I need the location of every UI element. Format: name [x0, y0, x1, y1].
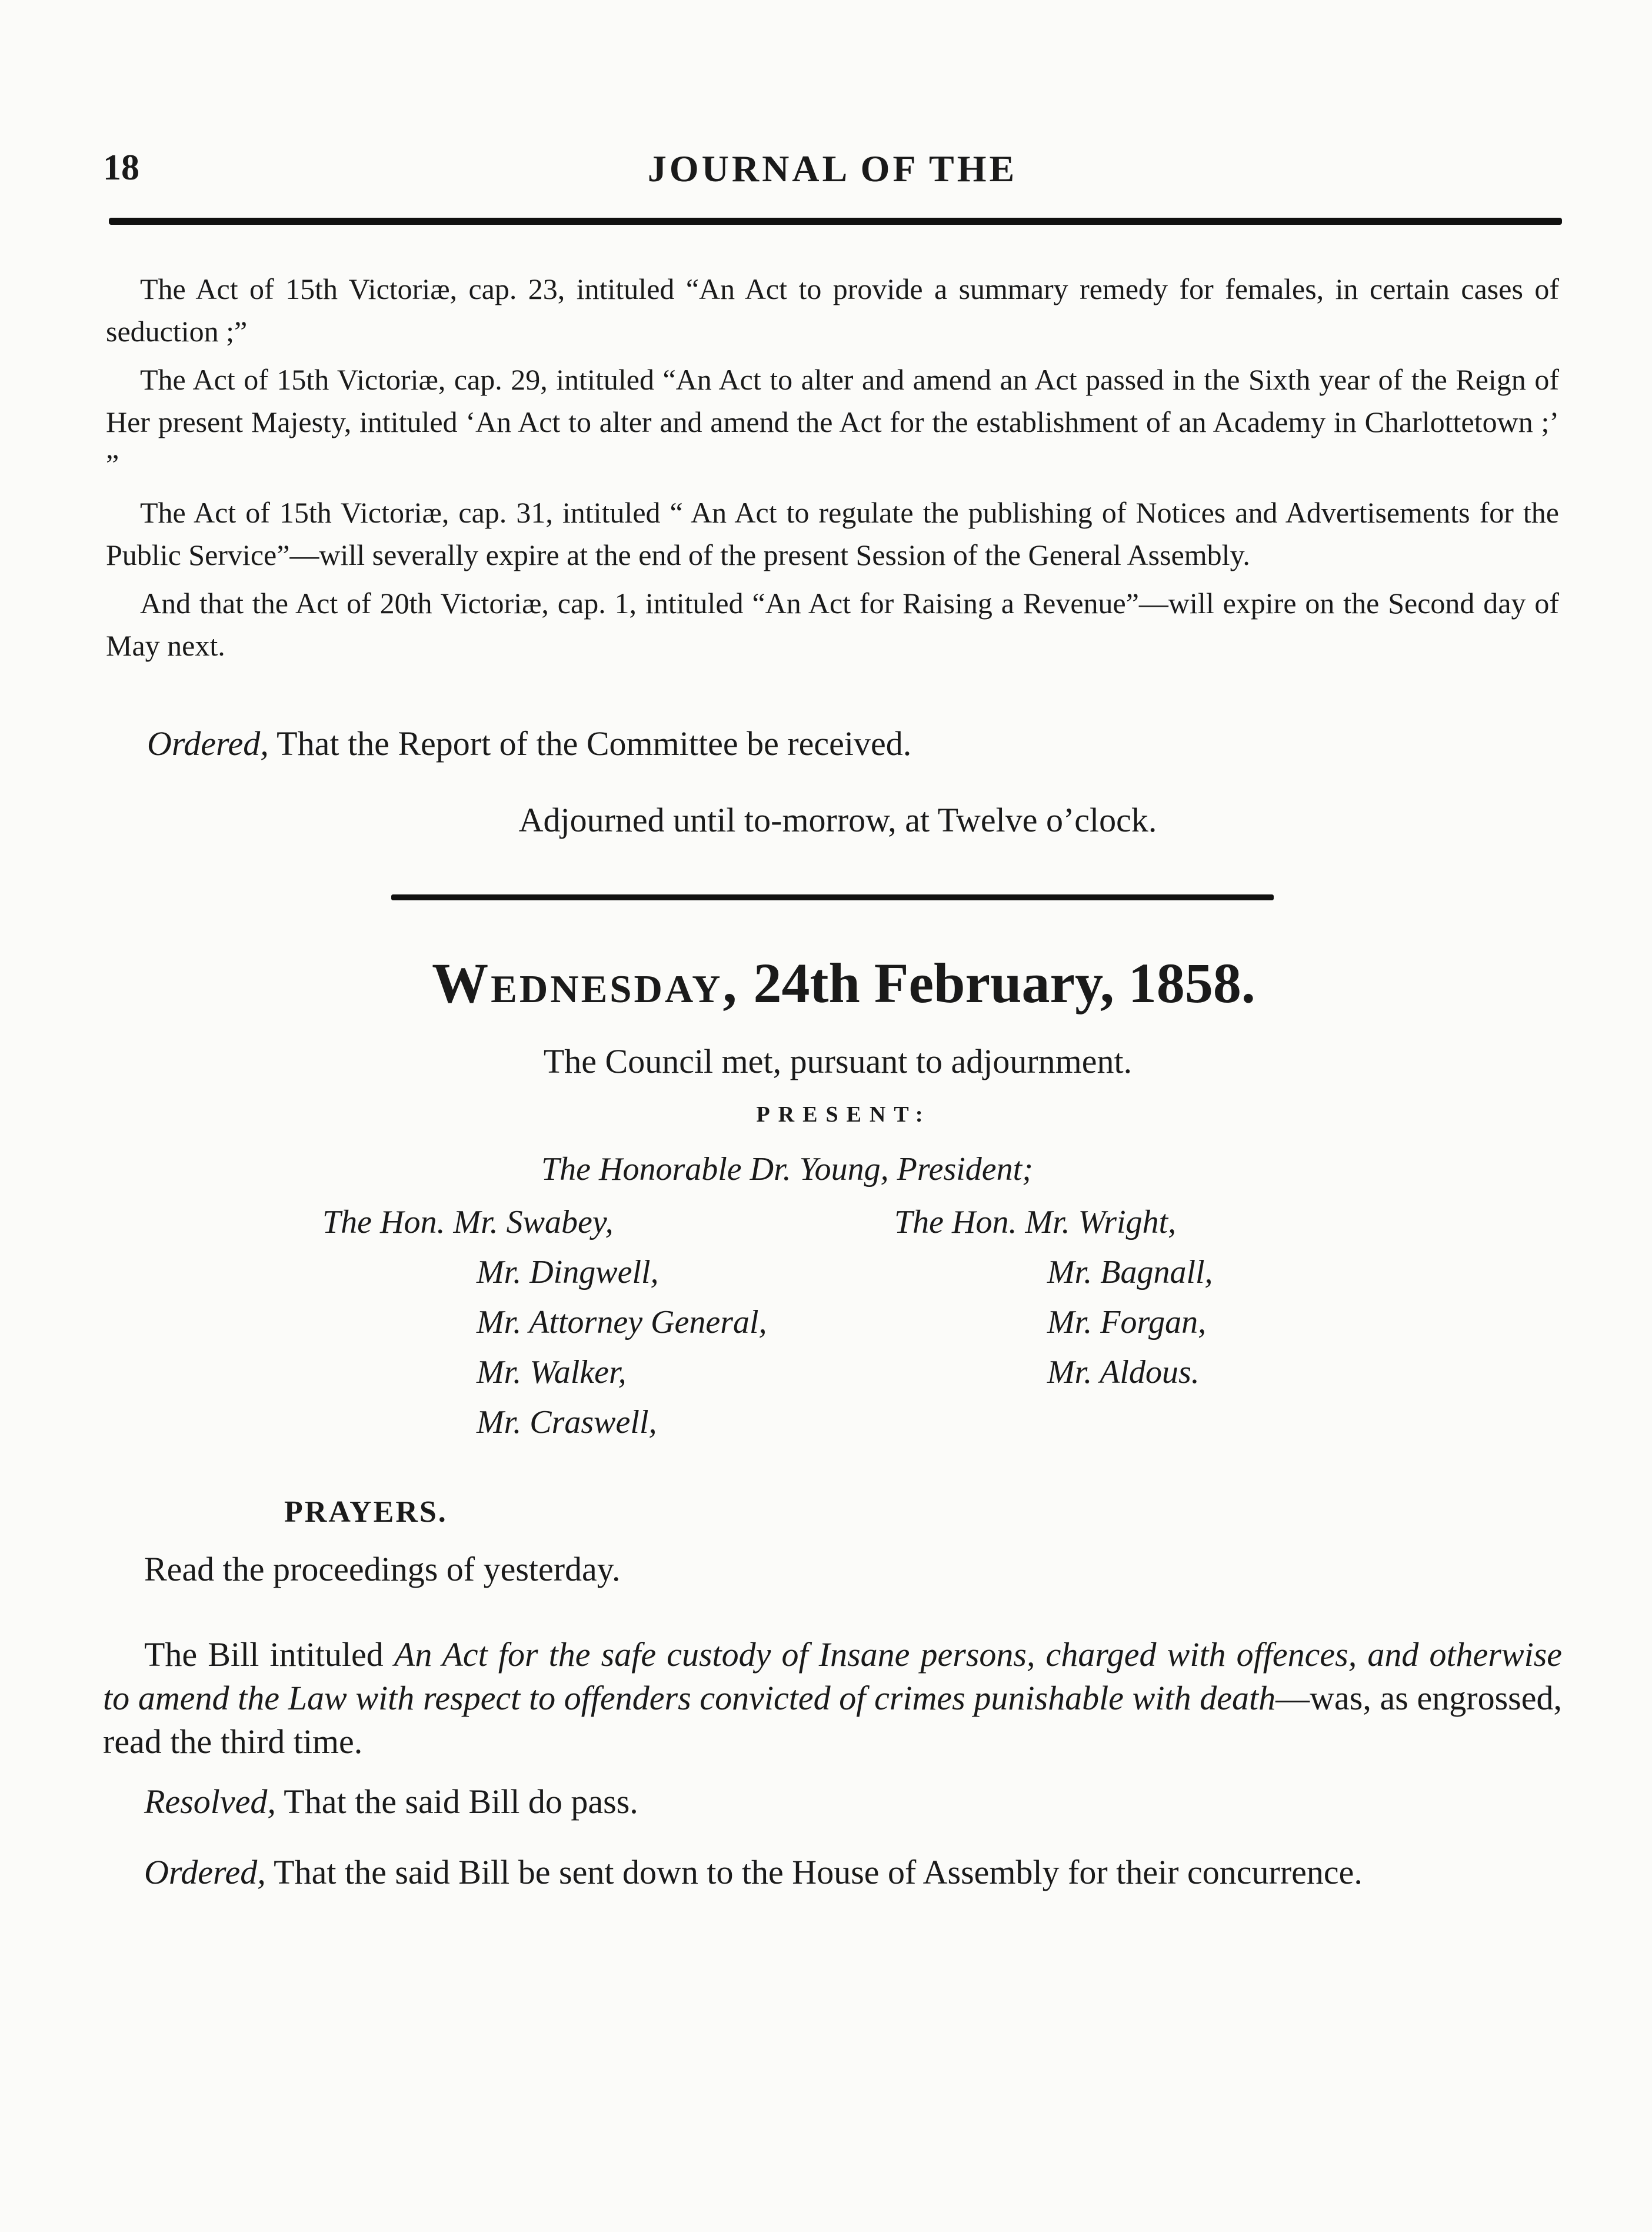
- read-proceedings: Read the proceedings of yesterday.: [144, 1550, 621, 1588]
- member-right: Mr. Bagnall,: [1047, 1254, 1213, 1290]
- president-line: The Honorable Dr. Young, President;: [541, 1151, 1033, 1187]
- running-title: JOURNAL OF THE: [647, 148, 1018, 189]
- session-date: [0, 950, 1652, 1016]
- member-left: Mr. Craswell,: [477, 1404, 657, 1441]
- date-text: 24th February, 1858.: [753, 952, 1255, 1014]
- resolved-text: That the said Bill do pass.: [284, 1782, 638, 1821]
- bill-title: An Act for the safe custody of Insane persons, charged with offences, and otherwise to amend the Law with respect to offenders convicted of crimes punishable with death: [103, 1635, 1563, 1717]
- member-right: Mr. Forgan,: [1047, 1304, 1207, 1340]
- resolved-label: Resolved,: [144, 1782, 276, 1821]
- member-right: Mr. Aldous.: [1047, 1354, 1200, 1391]
- page-number: 18: [103, 148, 139, 188]
- page-header: [103, 147, 1562, 200]
- act-paragraph: The Act of 15th Victoriæ, cap. 23, intituled “An Act to provide a summary remedy for females, in certain cases of seduction ;”: [106, 272, 1559, 348]
- act-paragraph: The Act of 15th Victoriæ, cap. 31, intituled “ An Act to regulate the publishing of Notices and Advertisements for the Public Service”—will severally expire at the end of the present Session of the General Assembly.: [106, 496, 1559, 571]
- member-left: The Hon. Mr. Swabey,: [322, 1204, 614, 1240]
- present-heading: PRESENT:: [756, 1102, 931, 1127]
- act-paragraph: The Act of 15th Victoriæ, cap. 29, intituled “An Act to alter and amend an Act passed in the Sixth year of the Reign of Her present Majesty, intituled ‘An Act to alter and amend the Act for the establishment of an Academy in Charlottetown ;’ ”: [106, 363, 1559, 481]
- act-paragraph: And that the Act of 20th Victoriæ, cap. 1, intituled “An Act for Raising a Revenue”—will expire on the Second day of May next.: [106, 587, 1559, 662]
- weekday: Wednesday,: [432, 952, 740, 1014]
- bill-lead: The Bill intituled: [144, 1635, 384, 1674]
- ordered-bill: [103, 1851, 1562, 1894]
- ordered-text: That the Report of the Committee be received.: [277, 724, 912, 763]
- ordered-label: Ordered,: [147, 724, 269, 763]
- bill-paragraph: [103, 1633, 1562, 1764]
- member-left: Mr. Dingwell,: [477, 1254, 659, 1290]
- bill-tail: —was, as engrossed, read the third time.: [103, 1679, 1562, 1761]
- ordered-bill-label: Ordered,: [144, 1853, 266, 1891]
- member-right: The Hon. Mr. Wright,: [894, 1204, 1177, 1240]
- ordered-report: [147, 724, 911, 763]
- council-met-line: The Council met, pursuant to adjournment.: [543, 1042, 1133, 1080]
- adjournment-line: Adjourned until to-morrow, at Twelve o’clock.: [518, 801, 1157, 839]
- header-rule: [109, 218, 1562, 225]
- resolved-line: [103, 1780, 1562, 1824]
- ordered-bill-text: That the said Bill be sent down to the House of Assembly for their concurrence.: [274, 1853, 1363, 1891]
- acts-list: [106, 268, 1559, 673]
- prayers-heading: PRAYERS.: [284, 1495, 448, 1529]
- member-left: Mr. Walker,: [477, 1354, 627, 1391]
- member-left: Mr. Attorney General,: [477, 1304, 767, 1340]
- section-rule: [391, 894, 1274, 900]
